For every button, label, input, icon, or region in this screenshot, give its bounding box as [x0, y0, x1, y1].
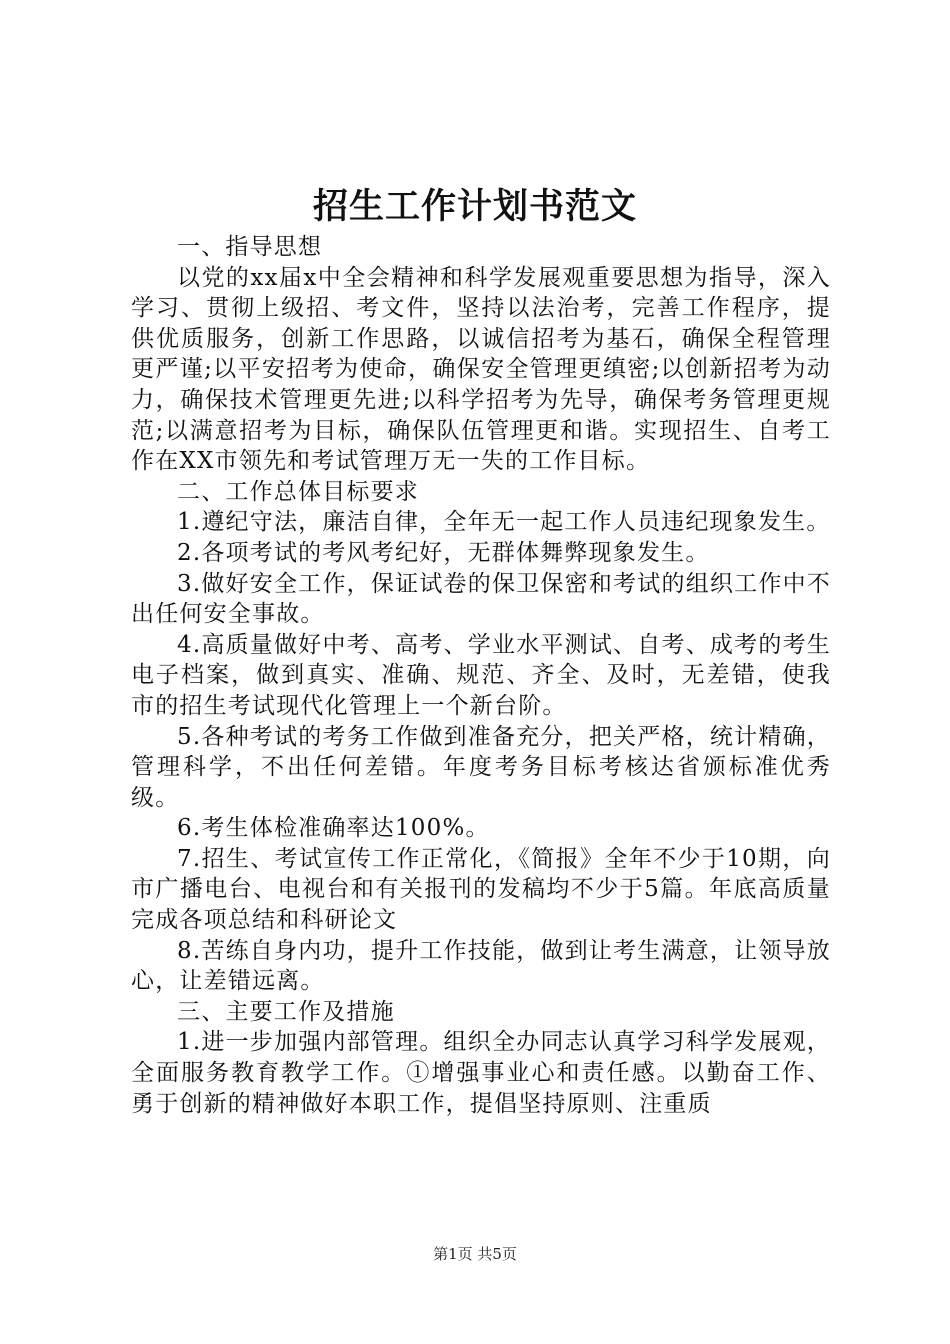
list-item: 1.进一步加强内部管理。组织全办同志认真学习科学发展观，全面服务教育教学工作。①增强事业心和责任感。以勤奋工作、勇于创新的精神做好本职工作，提倡坚持原则、注重质 — [131, 1029, 831, 1117]
list-item: 3.做好安全工作，保证试卷的保卫保密和考试的组织工作中不出任何安全事故。 — [131, 570, 831, 628]
list-item: 4.高质量做好中考、高考、学业水平测试、自考、成考的考生电子档案，做到真实、准确、规范、齐全、及时，无差错，使我市的招生考试现代化管理上一个新台阶。 — [131, 631, 831, 719]
list-item: 8.苦练自身内功，提升工作技能，做到让考生满意，让领导放心，让差错远离。 — [131, 937, 831, 995]
list-item: 6.考生体检准确率达100%。 — [177, 815, 490, 842]
list-item: 7.招生、考试宣传工作正常化，《简报》全年不少于10期，向市广播电台、电视台和有关报刊的发稿均不少于5篇。年底高质量完成各项总结和科研论文 — [131, 845, 831, 934]
list-item: 2.各项考试的考风考纪好，无群体舞弊现象发生。 — [177, 539, 710, 566]
body-paragraph: 以党的xx届x中全会精神和科学发展观重要思想为指导，深入学习、贯彻上级招、考文件，坚持以法治考，完善工作程序，提供优质服务，创新工作思路，以诚信招考为基石，确保全程管理更严谨;以平安招考为使命，确保安全管理更缜密;以创新招考为动力，确保技术管理更先进;以科学招考为先导，确保考务管理更规范;以满意招考为目标，确保队伍管理更和谐。实现招生、自考工作在XX市领先和考试管理万无一失的工作目标。 — [131, 264, 831, 475]
section-heading: 一、指导思想 — [177, 234, 323, 260]
document-title: 招生工作计划书范文 — [312, 186, 637, 227]
document-body — [131, 232, 831, 1119]
list-item: 5.各种考试的考务工作做到准备充分，把关严格，统计精确，管理科学，不出任何差错。年度考务目标考核达省颁标准优秀级。 — [131, 723, 831, 811]
section-heading: 二、工作总体目标要求 — [177, 478, 419, 505]
page-footer: 第1页 共5页 — [433, 1245, 517, 1263]
section-heading: 三、主要工作及措施 — [177, 998, 395, 1025]
list-item: 1.遵纪守法，廉洁自律，全年无一起工作人员违纪现象发生。 — [177, 509, 831, 536]
